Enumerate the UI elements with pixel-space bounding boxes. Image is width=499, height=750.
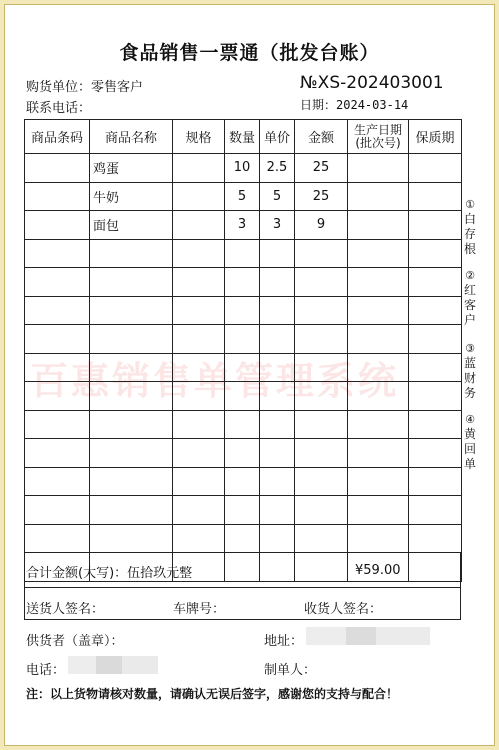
col-header: 保质期 bbox=[409, 120, 462, 154]
table-cell bbox=[260, 239, 295, 268]
table-cell: 鸡蛋 bbox=[90, 154, 173, 183]
copy-label: 黄回单 bbox=[463, 427, 476, 471]
table-row bbox=[25, 211, 462, 240]
table-cell bbox=[90, 524, 173, 553]
table-cell bbox=[260, 325, 295, 354]
table-cell bbox=[25, 154, 90, 183]
table-cell bbox=[25, 467, 90, 496]
table-cell bbox=[409, 296, 462, 325]
col-header: 商品名称 bbox=[90, 120, 173, 154]
table-cell bbox=[260, 524, 295, 553]
table-cell bbox=[260, 410, 295, 439]
table-row bbox=[25, 268, 462, 297]
table-cell bbox=[90, 268, 173, 297]
side-copy-3 bbox=[463, 341, 477, 401]
table-cell bbox=[90, 496, 173, 525]
table-cell bbox=[25, 268, 90, 297]
table-row bbox=[25, 296, 462, 325]
table-row bbox=[25, 439, 462, 468]
table-cell bbox=[173, 353, 225, 382]
table-cell bbox=[25, 439, 90, 468]
table-cell bbox=[25, 239, 90, 268]
table-cell bbox=[225, 439, 260, 468]
table-row bbox=[25, 353, 462, 382]
supplier-phone-label: 电话： bbox=[26, 663, 66, 678]
copy-label: 红客户 bbox=[463, 283, 476, 327]
table-cell bbox=[173, 239, 225, 268]
table-cell bbox=[409, 467, 462, 496]
table-cell bbox=[348, 353, 409, 382]
table-cell bbox=[348, 524, 409, 553]
copy-label: 白存根 bbox=[463, 212, 476, 256]
table-cell bbox=[260, 496, 295, 525]
table-row bbox=[25, 524, 462, 553]
side-copy-1 bbox=[463, 197, 477, 257]
table-cell bbox=[225, 239, 260, 268]
table-cell bbox=[90, 467, 173, 496]
col-header: 规格 bbox=[173, 120, 225, 154]
table-cell: 2.5 bbox=[260, 154, 295, 183]
table-row bbox=[25, 467, 462, 496]
table-cell: 9 bbox=[295, 211, 348, 240]
table-cell bbox=[409, 353, 462, 382]
table-cell bbox=[90, 353, 173, 382]
table-cell bbox=[90, 325, 173, 354]
goods-table bbox=[24, 119, 462, 582]
table-cell bbox=[409, 268, 462, 297]
col-header: 商品条码 bbox=[25, 120, 90, 154]
watermark: 百惠销售单管理系统 bbox=[30, 359, 400, 403]
table-cell bbox=[295, 524, 348, 553]
table-cell bbox=[348, 439, 409, 468]
table-cell bbox=[409, 410, 462, 439]
table-cell bbox=[90, 296, 173, 325]
date-label: 日期： bbox=[300, 98, 337, 112]
buyer-value: 零售客户 bbox=[91, 80, 144, 95]
copy-number: ③ bbox=[465, 342, 475, 355]
table-cell bbox=[90, 239, 173, 268]
table-cell bbox=[295, 496, 348, 525]
table-cell: 5 bbox=[260, 182, 295, 211]
table-cell bbox=[260, 353, 295, 382]
table-cell bbox=[25, 382, 90, 411]
table-cell bbox=[90, 410, 173, 439]
col-header: 单价 bbox=[260, 120, 295, 154]
table-cell bbox=[348, 182, 409, 211]
side-copy-2 bbox=[463, 268, 477, 328]
table-cell bbox=[260, 439, 295, 468]
deliverer-signature-label: 送货人签名： bbox=[26, 602, 105, 617]
total-amount-value: ¥59.00 bbox=[355, 563, 401, 578]
phone-label: 联系电话： bbox=[26, 101, 92, 116]
table-cell: 5 bbox=[225, 182, 260, 211]
table-cell bbox=[348, 239, 409, 268]
maker-label: 制单人： bbox=[264, 663, 317, 678]
table-cell bbox=[295, 439, 348, 468]
table-cell: 面包 bbox=[90, 211, 173, 240]
table-cell bbox=[173, 154, 225, 183]
col-header: 金额 bbox=[295, 120, 348, 154]
table-cell bbox=[25, 496, 90, 525]
invoice-number: №XS-202403001 bbox=[300, 73, 444, 93]
table-cell bbox=[295, 353, 348, 382]
table-cell bbox=[409, 439, 462, 468]
table-cell bbox=[348, 268, 409, 297]
table-cell bbox=[409, 325, 462, 354]
table-row bbox=[25, 410, 462, 439]
table-cell bbox=[260, 268, 295, 297]
page-title: 食品销售一票通（批发台账） bbox=[119, 42, 380, 64]
table-cell bbox=[173, 496, 225, 525]
table-cell bbox=[295, 239, 348, 268]
table-cell bbox=[25, 410, 90, 439]
table-cell bbox=[348, 154, 409, 183]
date-value: 2024-03-14 bbox=[336, 98, 409, 112]
address-redacted bbox=[306, 627, 430, 645]
table-cell bbox=[348, 467, 409, 496]
buyer-label: 购货单位： bbox=[26, 80, 92, 95]
table-cell bbox=[348, 382, 409, 411]
table-cell bbox=[25, 211, 90, 240]
table-cell bbox=[295, 268, 348, 297]
table-row bbox=[25, 382, 462, 411]
table-row bbox=[25, 154, 462, 183]
table-cell bbox=[225, 353, 260, 382]
table-cell bbox=[295, 410, 348, 439]
table-cell bbox=[173, 467, 225, 496]
table-cell bbox=[225, 524, 260, 553]
table-row bbox=[25, 496, 462, 525]
table-cell bbox=[409, 382, 462, 411]
table-cell: 3 bbox=[225, 211, 260, 240]
table-cell bbox=[260, 467, 295, 496]
copy-number: ④ bbox=[465, 413, 475, 426]
table-cell bbox=[173, 296, 225, 325]
table-cell bbox=[225, 496, 260, 525]
table-cell bbox=[295, 296, 348, 325]
table-cell bbox=[90, 382, 173, 411]
table-cell bbox=[25, 325, 90, 354]
table-cell bbox=[25, 524, 90, 553]
table-cell bbox=[260, 382, 295, 411]
col-header: 数量 bbox=[225, 120, 260, 154]
table-cell: 25 bbox=[295, 182, 348, 211]
table-cell bbox=[348, 211, 409, 240]
table-cell bbox=[409, 496, 462, 525]
copy-label: 蓝财务 bbox=[463, 356, 476, 400]
plate-number-label: 车牌号： bbox=[173, 602, 226, 617]
table-cell bbox=[295, 382, 348, 411]
phone-redacted bbox=[68, 656, 158, 674]
table-cell bbox=[173, 182, 225, 211]
copy-number: ① bbox=[465, 198, 475, 211]
footer-note: 注：以上货物请核对数量，请确认无误后签字，感谢您的支持与配合！ bbox=[26, 687, 399, 701]
table-cell: 25 bbox=[295, 154, 348, 183]
copy-number: ② bbox=[465, 269, 475, 282]
total-amount-words: 合计金额(大写)：伍拾玖元整 bbox=[26, 566, 193, 581]
date-field bbox=[300, 96, 408, 113]
col-header: 生产日期(批次号) bbox=[348, 120, 409, 154]
address-label: 地址： bbox=[264, 634, 304, 649]
table-cell bbox=[173, 268, 225, 297]
table-cell bbox=[295, 467, 348, 496]
table-cell bbox=[173, 410, 225, 439]
supplier-seal-label: 供货者（盖章）： bbox=[26, 634, 124, 649]
table-cell bbox=[173, 439, 225, 468]
table-cell bbox=[348, 496, 409, 525]
table-cell: 10 bbox=[225, 154, 260, 183]
table-cell bbox=[295, 325, 348, 354]
table-cell bbox=[225, 467, 260, 496]
table-row bbox=[25, 182, 462, 211]
table-header-row bbox=[25, 120, 462, 154]
table-cell bbox=[348, 410, 409, 439]
receiver-signature-label: 收货人签名： bbox=[304, 602, 383, 617]
side-copy-4 bbox=[463, 412, 477, 472]
table-cell bbox=[25, 353, 90, 382]
table-cell bbox=[173, 524, 225, 553]
table-cell bbox=[25, 182, 90, 211]
table-cell bbox=[409, 524, 462, 553]
table-cell bbox=[225, 268, 260, 297]
table-cell bbox=[225, 296, 260, 325]
divider bbox=[25, 587, 460, 588]
table-cell bbox=[409, 239, 462, 268]
table-cell: 3 bbox=[260, 211, 295, 240]
table-cell bbox=[225, 382, 260, 411]
table-cell bbox=[225, 410, 260, 439]
table-row bbox=[25, 325, 462, 354]
table-cell bbox=[348, 296, 409, 325]
table-cell bbox=[173, 382, 225, 411]
table-row bbox=[25, 239, 462, 268]
table-cell bbox=[260, 296, 295, 325]
table-cell bbox=[25, 296, 90, 325]
table-cell bbox=[173, 325, 225, 354]
table-cell bbox=[348, 325, 409, 354]
table-cell bbox=[409, 182, 462, 211]
table-cell bbox=[409, 211, 462, 240]
table-cell bbox=[173, 211, 225, 240]
table-cell: 牛奶 bbox=[90, 182, 173, 211]
table-cell bbox=[409, 154, 462, 183]
buyer-field bbox=[26, 76, 143, 95]
table-cell bbox=[90, 439, 173, 468]
table-cell bbox=[225, 325, 260, 354]
